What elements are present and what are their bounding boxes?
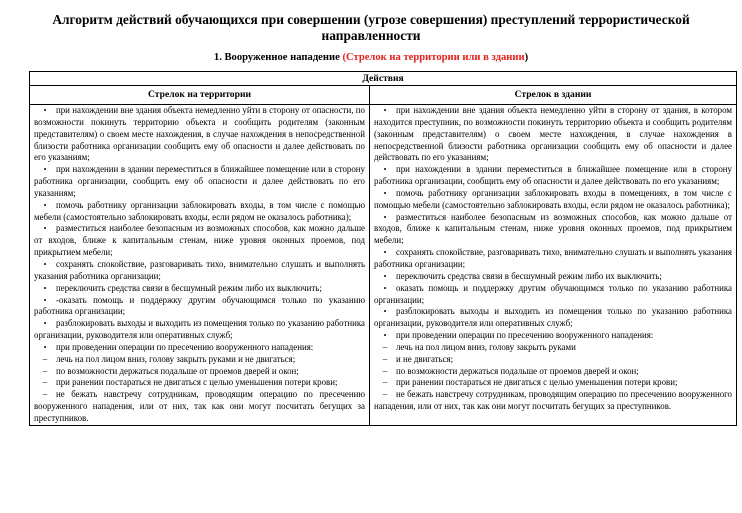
dash-marker: –: [382, 365, 388, 376]
dash-marker: –: [42, 377, 48, 388]
list-item-text: при ранении постараться не двигаться с целью уменьшения потери крови;: [396, 377, 678, 388]
document-title: Алгоритм действий обучающихся при совершении (угрозе совершения) преступлений террористической направленности: [52, 12, 690, 43]
column-left: [30, 105, 370, 426]
list-item-text: при проведении операции по пресечению вооруженного нападения:: [56, 341, 314, 352]
right-action-list: [374, 105, 732, 413]
list-item: [374, 306, 732, 330]
list-item-text: сохранять спокойствие, разговаривать тихо, внимательно слушать и выполнять указания работника организации;: [34, 258, 365, 281]
list-item: [374, 212, 732, 248]
bullet-marker: •: [43, 106, 47, 115]
list-item: [34, 295, 365, 319]
bullet-marker: •: [383, 307, 387, 317]
list-item: [374, 105, 732, 164]
list-item: [34, 318, 365, 342]
list-item-text: при нахождении в здании переместиться в ближайшее помещение или в сторону работника организации, сообщить ему об опасности и далее действовать по его указаниям;: [374, 164, 732, 187]
bullet-marker: •: [43, 319, 47, 329]
list-item-text: при проведении операции по пресечению вооруженного нападения:: [396, 330, 654, 341]
bullet-marker: •: [43, 165, 47, 175]
list-item-text: при нахождении вне здания объекта немедленно уйти в сторону от опасности, по возможности покинуть территорию объекта и сообщить родителям (законным представителям) о своем месте нахождения, в случае нахождения в непосредственной близости работника организации сообщить ему об опасности и далее действовать по его указаниям;: [34, 105, 365, 163]
list-item-text: помочь работнику организации заблокировать входы, в том числе с помощью мебели (самостоятельно заблокировать входы, если рядом не оказалось работника);: [34, 199, 365, 222]
actions-table: [29, 71, 737, 426]
list-item-text: при ранении постараться не двигаться с целью уменьшения потери крови;: [56, 377, 338, 388]
list-item: [34, 105, 365, 164]
list-item: [374, 377, 732, 389]
list-item: [34, 377, 365, 389]
dash-marker: –: [382, 377, 388, 388]
list-item-text: и не двигаться;: [396, 353, 454, 364]
section-subtitle: [0, 51, 742, 64]
list-item-text: лечь на пол лицом вниз, голову закрыть руками и не двигаться;: [56, 353, 296, 364]
subtitle-number: 1. Вооруженное нападение: [213, 52, 340, 63]
list-item-text: переключить средства связи в бесшумный режим либо их выключить;: [396, 270, 662, 281]
list-item: [34, 200, 365, 224]
left-action-list: [34, 105, 365, 425]
dash-marker: –: [382, 341, 388, 352]
list-item-text: разместиться наиболее безопасным из возможных способов, как можно дальше от входов, ближе к капитальным стенам, ниже уровня оконных проемов, под прикрытием мебели;: [34, 223, 365, 258]
list-item-text: сохранять спокойствие, разговаривать тихо, внимательно слушать и выполнять указания работника организации;: [374, 247, 732, 269]
bullet-marker: •: [43, 342, 47, 352]
list-item-text: по возможности держаться подальше от проемов дверей и окон;: [56, 365, 299, 376]
column-right: [370, 105, 737, 426]
list-item: [374, 366, 732, 378]
list-item: [374, 354, 732, 366]
list-item: [374, 164, 732, 188]
list-item-text: лечь на пол лицом вниз, голову закрыть руками: [396, 341, 576, 352]
list-item: [34, 283, 365, 295]
list-item: [34, 389, 365, 425]
bullet-marker: •: [383, 212, 387, 222]
bullet-marker: •: [383, 165, 387, 175]
list-item-text: переключить средства связи в бесшумный режим либо их выключить;: [56, 282, 322, 293]
column-heading-right: Стрелок в здании: [370, 86, 737, 105]
list-item: [34, 342, 365, 354]
bullet-marker: •: [43, 259, 47, 269]
list-item: [34, 354, 365, 366]
dash-marker: –: [42, 365, 48, 376]
bullet-marker: •: [383, 283, 387, 293]
list-item: [374, 283, 732, 307]
list-item-text: разблокировать выходы и выходить из помещения только по указанию работника организации, руководителя или оперативных служб;: [374, 306, 732, 329]
list-item-text: -оказать помощь и поддержку другим обучающимся только по указанию работника организации;: [34, 294, 365, 317]
bullet-marker: •: [43, 295, 47, 305]
list-item: [34, 259, 365, 283]
list-item: [34, 223, 365, 259]
list-item: [374, 247, 732, 271]
dash-marker: –: [42, 353, 48, 364]
list-item: [374, 188, 732, 212]
bullet-marker: •: [383, 331, 387, 341]
list-item: [34, 366, 365, 378]
list-item-text: оказать помощь и поддержку другим обучающимся только по указанию работника организации;: [374, 282, 732, 305]
list-item: [374, 271, 732, 283]
table-header: Действия: [30, 72, 737, 86]
list-item: [374, 342, 732, 354]
bullet-marker: •: [43, 283, 47, 293]
bullet-marker: •: [383, 106, 387, 115]
dash-marker: –: [382, 353, 388, 364]
list-item-text: разместиться наиболее безопасным из возможных способов, как можно дальше от входов, ближе к капитальным стенам, ниже уровня оконных проемов, под прикрытием мебели;: [374, 211, 732, 246]
list-item-text: не бежать навстречу сотрудникам, проводящим операцию по пресечению вооруженного нападения, или от них, так как они могут посчитать бегущих за преступников.: [34, 389, 365, 423]
bullet-marker: •: [43, 200, 47, 210]
subtitle-closing: ): [524, 52, 529, 63]
subtitle-red-part: (Стрелок на территории или в здании: [342, 52, 525, 63]
list-item-text: при нахождении в здании переместиться в ближайшее помещение или в сторону работника организации, сообщить ему об опасности и далее действовать по его указаниям;: [34, 164, 365, 198]
list-item: [374, 330, 732, 342]
list-item-text: не бежать навстречу сотрудникам, проводящим операцию по пресечению вооруженного нападения, или от них, так как они могут посчитать бегущих за преступников.: [374, 389, 732, 412]
list-item-text: помочь работнику организации заблокировать входы в помещениях, в том числе с помощью мебели (самостоятельно заблокировать входы, если рядом не оказалось работника);: [374, 187, 732, 210]
list-item-text: по возможности держаться подальше от проемов дверей и окон;: [396, 365, 639, 376]
column-heading-left: Стрелок на территории: [30, 86, 370, 105]
bullet-marker: •: [383, 188, 387, 198]
bullet-marker: •: [383, 248, 387, 258]
list-item-text: при нахождении вне здания объекта немедленно уйти в сторону от здания, в котором находится преступник, по возможности покинуть территорию объекта и сообщить родителям (законным представителям) о своем месте нахождения, в случае нахождения в непосредственной близости работника организации сообщить ему об опасности и далее действовать по его указаниям;: [374, 105, 732, 163]
list-item: [34, 164, 365, 200]
list-item: [374, 389, 732, 413]
dash-marker: –: [42, 389, 48, 400]
list-item-text: разблокировать выходы и выходить из помещения только по указанию работника организации, руководителя или оперативных служб;: [34, 318, 365, 341]
bullet-marker: •: [43, 224, 47, 234]
dash-marker: –: [382, 389, 388, 400]
bullet-marker: •: [383, 271, 387, 281]
